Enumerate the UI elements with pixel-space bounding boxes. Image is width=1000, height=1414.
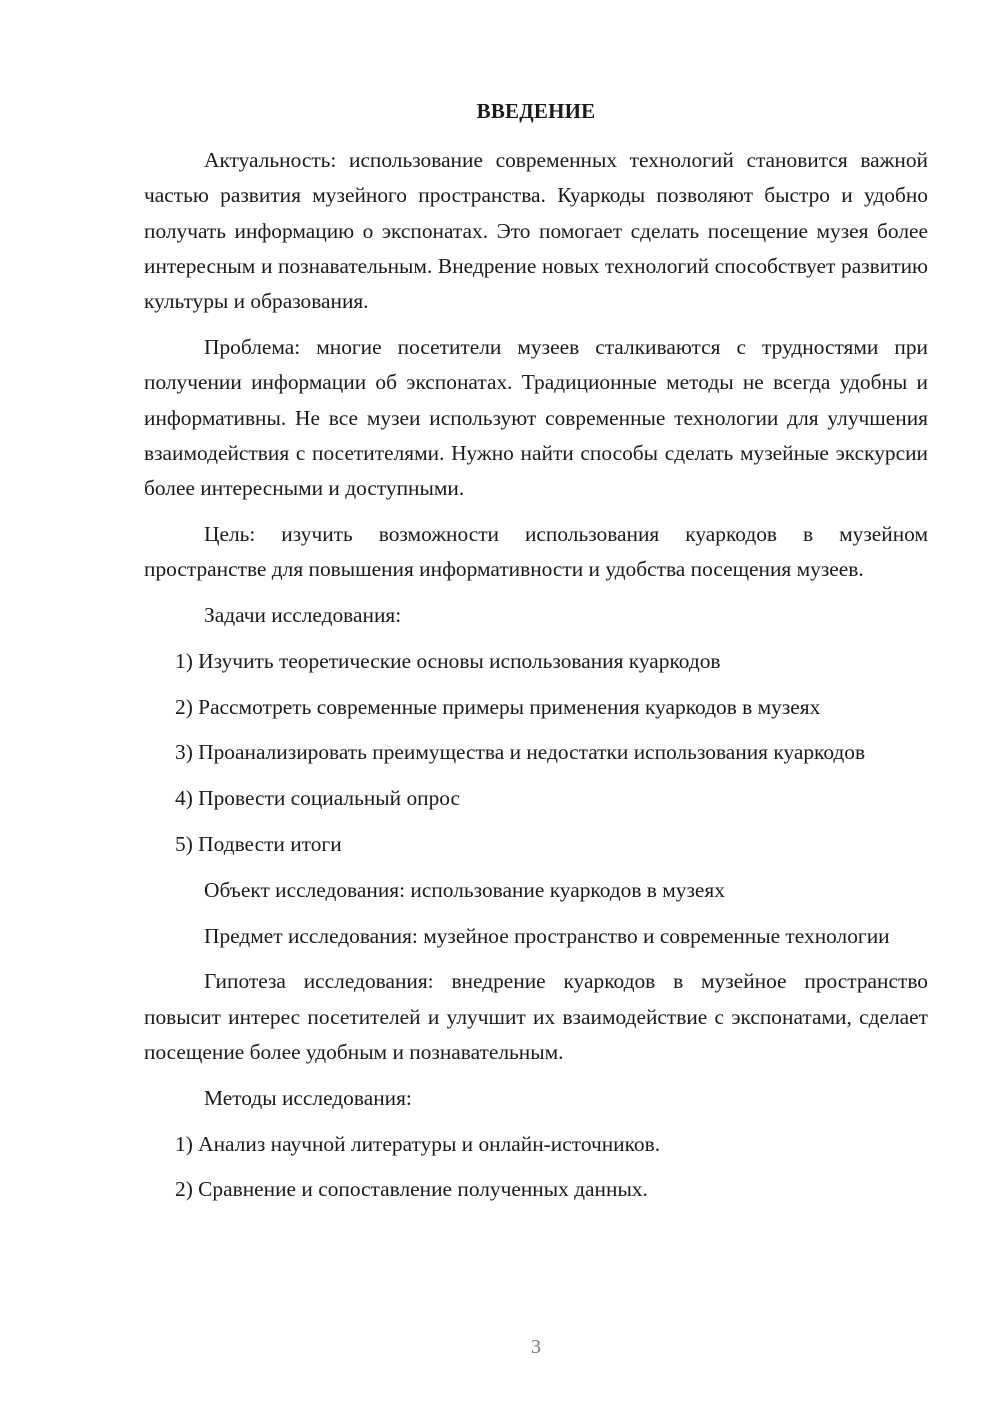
paragraph-relevance: Актуальность: использование современных технологий становится важной частью развития музейного пространства. Куаркоды позволяют быстро и удобно получать информацию о экспонатах. Это помогает сделать посещение музея более интересным и познавательным. Внедрение новых технологий способствует развитию культуры и образования. <box>144 148 928 314</box>
tasks-title: Задачи исследования: <box>204 603 402 628</box>
page-number: 3 <box>531 1336 541 1358</box>
task-item-2: 2) Рассмотреть современные примеры применения куаркодов в музеях <box>175 694 821 719</box>
paragraph-hypothesis: Гипотеза исследования: внедрение куаркодов в музейное пространство повысит интерес посетителей и улучшит их взаимодействие с экспонатами, сделает посещение более удобным и познавательным. <box>144 969 928 1065</box>
task-item-3: 3) Проанализировать преимущества и недостатки использования куаркодов <box>175 740 866 765</box>
task-item-5: 5) Подвести итоги <box>175 832 342 857</box>
task-item-1: 1) Изучить теоретические основы использования куаркодов <box>175 648 721 673</box>
paragraph-problem: Проблема: многие посетители музеев сталкиваются с трудностями при получении информации об экспонатах. Традиционные методы не всегда удобны и информативны. Не все музеи используют современные технологии для улучшения взаимодействия с посетителями. Нужно найти способы сделать музейные экскурсии более интересными и доступными. <box>144 334 928 501</box>
paragraph-goal: Цель: изучить возможности использования куаркодов в музейном пространстве для повышения информативности и удобства посещения музеев. <box>144 521 928 582</box>
method-item-1: 1) Анализ научной литературы и онлайн-источников. <box>175 1131 661 1156</box>
document-page <box>144 0 928 1414</box>
paragraph-object: Объект исследования: использование куаркодов в музеях <box>204 877 725 902</box>
page-content <box>144 143 928 1208</box>
methods-title: Методы исследования: <box>204 1085 412 1110</box>
paragraph-subject: Предмет исследования: музейное пространство и современные технологии <box>204 923 890 948</box>
method-item-2: 2) Сравнение и сопоставление полученных данных. <box>175 1177 648 1202</box>
task-item-4: 4) Провести социальный опрос <box>175 786 461 811</box>
section-heading: ВВЕДЕНИЕ <box>476 99 596 123</box>
